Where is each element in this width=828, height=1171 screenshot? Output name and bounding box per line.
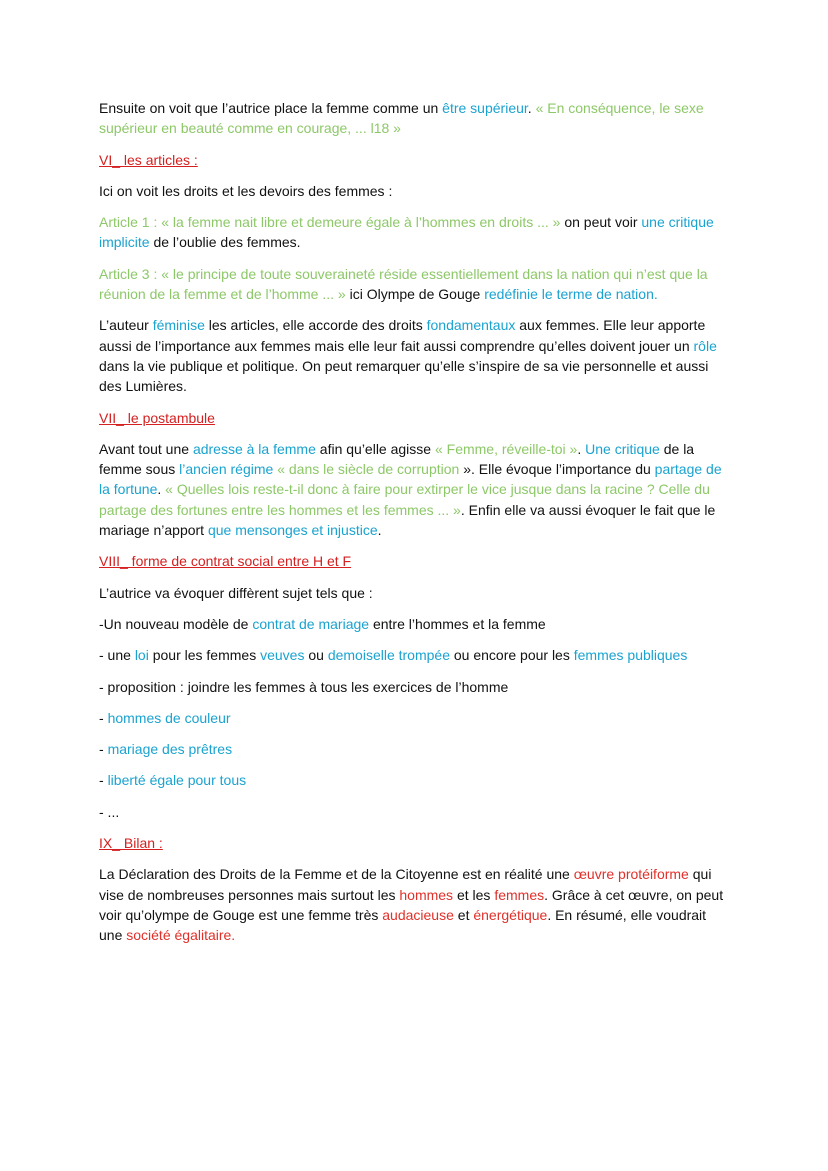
text-run: ou [304,647,328,664]
article-1-paragraph [99,212,729,253]
list-item [99,770,729,790]
keyword: liberté égale pour tous [107,772,247,789]
keyword: contrat de mariage [252,615,370,632]
text-run: . [157,481,166,498]
emphasis: œuvre protéiforme [573,866,689,883]
document-page [99,98,729,957]
emphasis: audacieuse [382,906,454,923]
text-run: . En résumé, elle voudrait une [99,906,707,944]
text-run: - [99,709,108,726]
keyword: fondamentaux [426,317,516,334]
keyword: hommes de couleur [107,709,231,726]
text-run: de la femme sous [99,440,695,478]
keyword: que mensonges et injustice [207,522,378,539]
quote: « dans le siècle de corruption [277,461,460,478]
quote: « Femme, réveille-toi » [434,440,578,457]
quote: « En conséquence, le sexe supérieur en beauté comme en courage, ... l18 » [99,100,704,137]
text-run: . Grâce à cet œuvre, on peut voir qu’olympe de Gouge est une femme très [99,886,724,923]
text-run: qui vise de nombreuses personnes mais surtout les [99,866,712,903]
text-run: Avant tout une [99,440,193,457]
text-run: La Déclaration des Droits de la Femme et de la Citoyenne est en réalité une [99,866,574,883]
keyword: être supérieur [442,100,528,116]
text-run: les articles, elle accorde des droits [204,317,427,334]
text-run: ou encore pour les [449,647,574,664]
keyword: féminise [152,317,205,334]
text-run: . Enfin elle va aussi évoquer le fait que le mariage n’apport [99,501,716,539]
heading-articles: VI_ les articles : [99,151,198,168]
list-item [99,645,729,665]
text-run: . [377,522,382,539]
emphasis: société égalitaire. [126,927,236,944]
keyword: demoiselle trompée [327,647,450,664]
text-run: -Un nouveau modèle de [99,615,253,632]
keyword: rôle [693,337,717,354]
quote: « Quelles lois reste-t-il donc à faire pour extirper le vice jusque dans la racine ? Celle du partage des fortunes entre les hommes et les femmes ... » [99,481,710,518]
text-run: aux femmes. Elle leur apporte aussi de l’importance aux femmes mais elle leur fait aussi comprendre qu’elles doivent jouer un [99,317,706,354]
articles-analysis-paragraph [99,315,729,396]
heading-contrat-social: VIII_ forme de contrat social entre H et F [99,553,352,570]
text-run: L’auteur [99,317,153,334]
quote: Article 3 : « le principe de toute souveraineté réside essentiellement dans la nation qui n’est que la réunion de la femme et de l’homme ... » [99,265,708,303]
keyword: l’ancien régime [179,461,274,478]
keyword: loi [134,647,149,664]
articles-intro: Ici on voit les droits et les devoirs des femmes : [99,182,393,199]
keyword: Une critique [585,440,660,457]
text-run: - [99,772,108,789]
text-run: dans la vie publique et politique. On peut remarquer qu’elle s’inspire de sa vie personnelle et aussi des Lumières. [99,357,709,395]
list-item: - ... [99,803,120,820]
keyword: redéfinie le terme de nation. [484,286,658,303]
keyword: veuves [260,647,305,664]
article-3-paragraph [99,264,729,305]
keyword: une critique implicite [99,214,714,251]
intro-paragraph [99,98,729,139]
list-item [99,614,729,634]
text-run: afin qu’elle agisse [315,440,435,457]
keyword: adresse à la femme [192,440,316,457]
text-run: ». Elle évoque l’importance du [459,461,655,478]
text-run: on peut voir [560,214,642,231]
text-run: entre l’hommes et la femme [369,615,546,632]
list-item: - proposition : joindre les femmes à tous les exercices de l’homme [99,678,509,695]
bilan-paragraph [99,864,729,945]
text-run: . [577,440,586,457]
text-run: et [453,906,474,923]
quote: Article 1 : « la femme nait libre et demeure égale à l’hommes en droits ... » [99,214,561,231]
emphasis: énergétique [473,906,548,923]
text-run: ici Olympe de Gouge [345,286,485,303]
text-run: Ensuite on voit que l’autrice place la femme comme un [99,100,443,116]
heading-bilan: IX_ Bilan : [99,835,163,852]
text-run: de l’oublie des femmes. [149,234,301,251]
text-run: et les [453,886,495,903]
keyword: mariage des prêtres [107,741,233,758]
contrat-intro: L’autrice va évoquer diffèrent sujet tels que : [99,584,373,601]
text-run: - [99,741,108,758]
text-run: . [527,100,536,116]
heading-postambule: VII_ le postambule [99,409,215,426]
keyword: femmes publiques [573,647,688,664]
keyword: partage de la fortune [99,461,722,498]
postambule-paragraph [99,439,729,540]
emphasis: hommes [399,886,454,903]
list-item [99,708,729,728]
text-run: - une [99,647,135,664]
emphasis: femmes [494,886,545,903]
list-item [99,739,729,759]
text-run: pour les femmes [148,647,261,664]
